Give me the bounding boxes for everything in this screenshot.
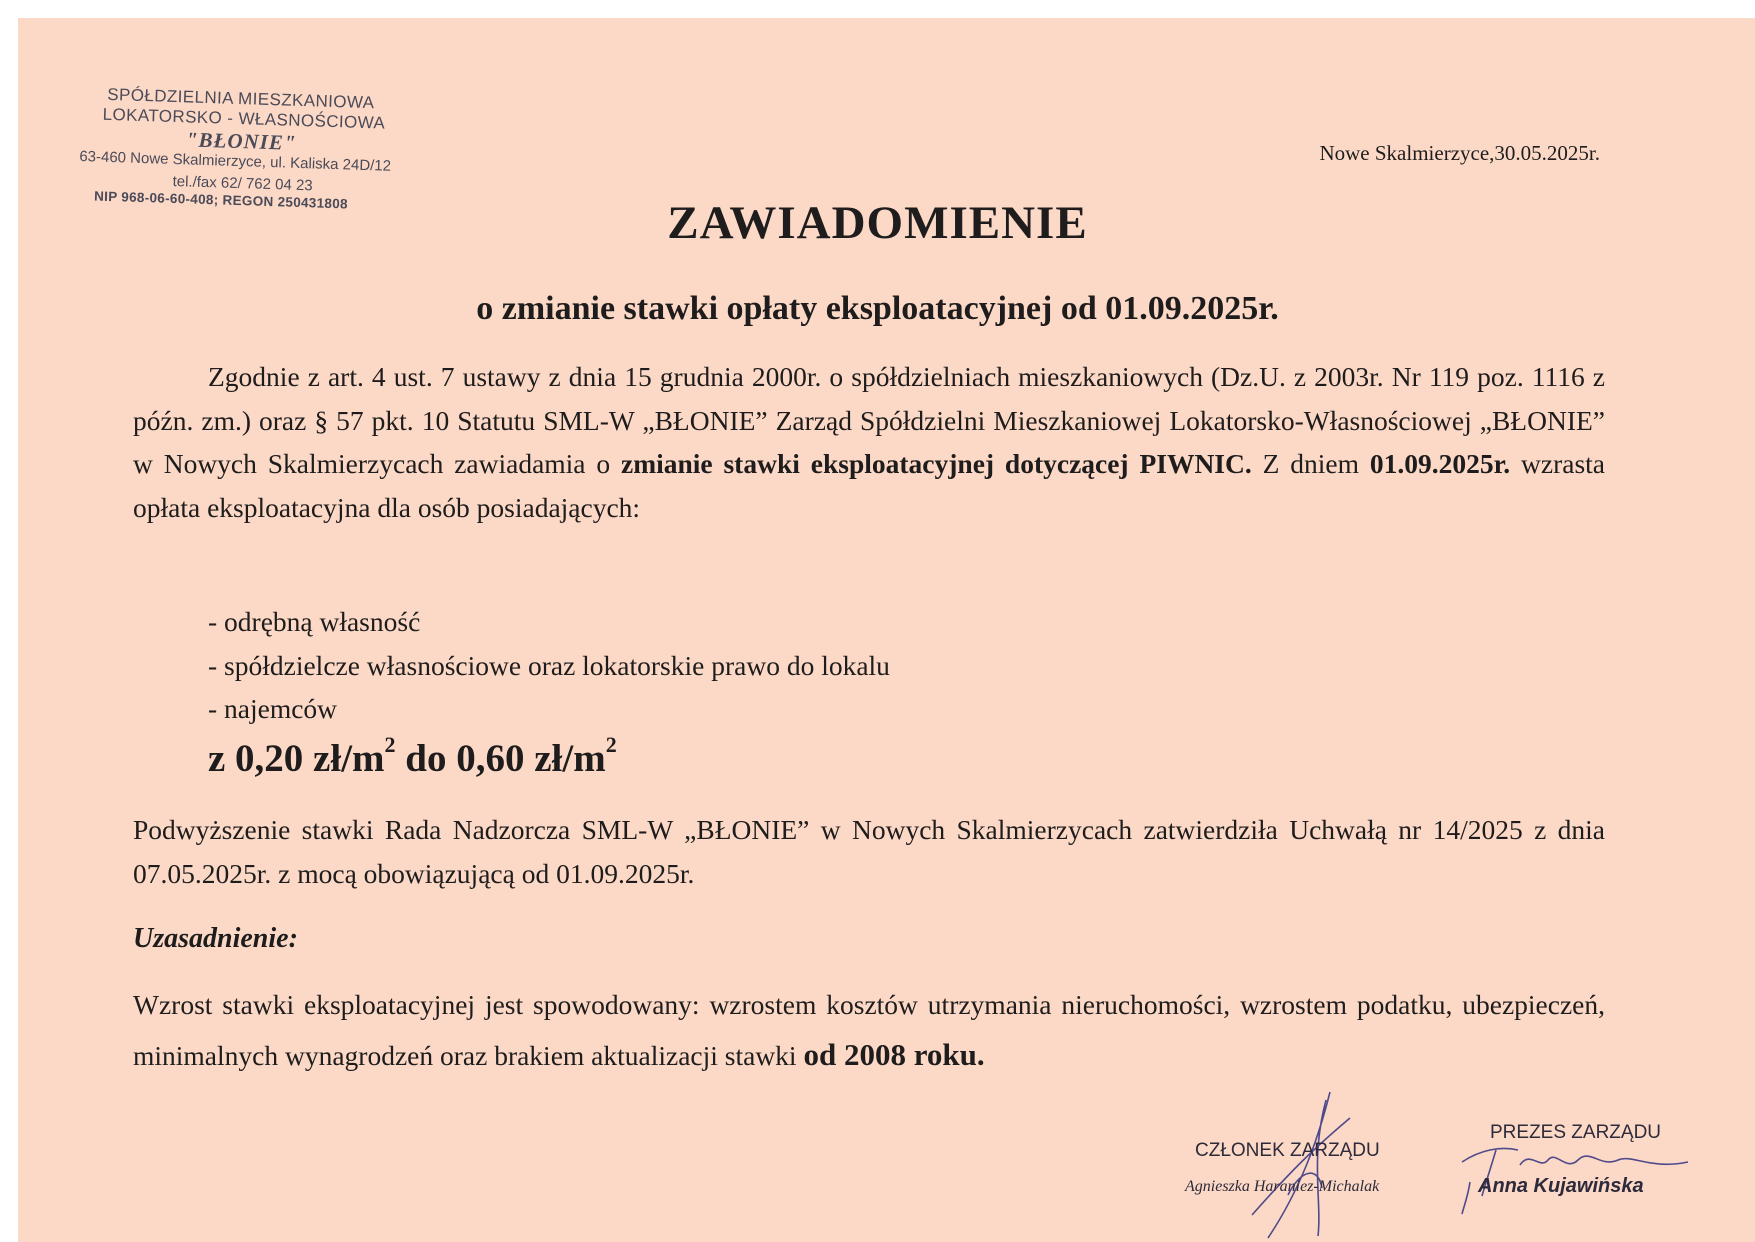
rate-change (208, 732, 617, 781)
signature-name: Anna Kujawińska (1478, 1175, 1644, 1197)
signature-role: CZŁONEK ZARZĄDU (1195, 1140, 1380, 1161)
stamp-line: SPÓŁDZIELNIA MIESZKANIOWA (107, 84, 375, 113)
rate-from: z 0,20 zł/m (208, 737, 385, 780)
paragraph-approval: Podwyższenie stawki Rada Nadzorcza SML-W „BŁONIE” w Nowych Skalmierzycach zatwierdziła Uchwałą nr 14/2025 z dnia 07.05.2025r. z mocą obowiązującą od 01.09.2025r. (133, 814, 1605, 889)
paragraph-text: Wzrost stawki eksploatacyjnej jest spowodowany: wzrostem kosztów utrzymania nieruchomości, wzrostem podatku, ubezpieczeń, minimalnych wynagrodzeń oraz brakiem aktualizacji stawki (133, 989, 1605, 1071)
paragraph-text: Zgodnie z art. 4 ust. 7 ustawy z dnia 15 grudnia 2000r. o spółdzielniach mieszkaniowych (Dz.U. z 2003r. Nr 119 poz. 1116 z późn. zm.) oraz § 57 pkt. 10 Statutu SML-W „BŁONIE” Zarząd Spółdzielni Mieszkaniowej Lokatorsko-Własnościowej „BŁONIE” w Nowych Skalmierzycach zawiadamia o (133, 361, 1605, 479)
document-date: Nowe Skalmierzyce,30.05.2025r. (1319, 141, 1600, 165)
list-item: - spółdzielcze własnościowe oraz lokatorskie prawo do lokalu (208, 649, 890, 681)
superscript: 2 (605, 732, 617, 757)
justification-heading: Uzasadnienie: (133, 923, 298, 954)
paragraph-bold: 01.09.2025r. (1369, 448, 1511, 479)
list-item: - najemców (208, 693, 338, 724)
paragraph-bold: zmianie stawki eksploatacyjnej dotyczącej PIWNIC. (620, 448, 1252, 479)
stamp-line: 63-460 Nowe Skalmierzyce, ul. Kaliska 24D/12 (79, 148, 392, 175)
signature-role: PREZES ZARZĄDU (1490, 1122, 1662, 1143)
stamp-line: LOKATORSKO - WŁASNOŚCIOWA (102, 104, 386, 133)
document-subtitle: o zmianie stawki opłaty eksploatacyjnej od 01.09.2025r. (476, 290, 1279, 327)
paragraph-text: Z dniem (1251, 448, 1370, 479)
paragraph-justification (133, 980, 1605, 1081)
document-title: ZAWIADOMIENIE (667, 197, 1088, 249)
stamp-line: NIP 968-06-60-408; REGON 250431808 (93, 188, 349, 212)
list-item: - odrębną własność (208, 606, 421, 637)
signature-name: Agnieszka Haraniez-Michalak (1185, 1178, 1380, 1195)
owner-category-list (208, 600, 890, 731)
superscript: 2 (384, 732, 396, 757)
paragraph-legal-basis (133, 355, 1605, 529)
stamp-line: "BŁONIE" (185, 127, 297, 155)
paragraph-text: wzrasta opłata eksploatacyjna dla osób posiadających: (133, 448, 1606, 523)
paragraph-bold: od 2008 roku. (803, 1037, 985, 1072)
stamp-line: tel./fax 62/ 762 04 23 (172, 172, 313, 195)
rate-to: do 0,60 zł/m (395, 737, 606, 780)
